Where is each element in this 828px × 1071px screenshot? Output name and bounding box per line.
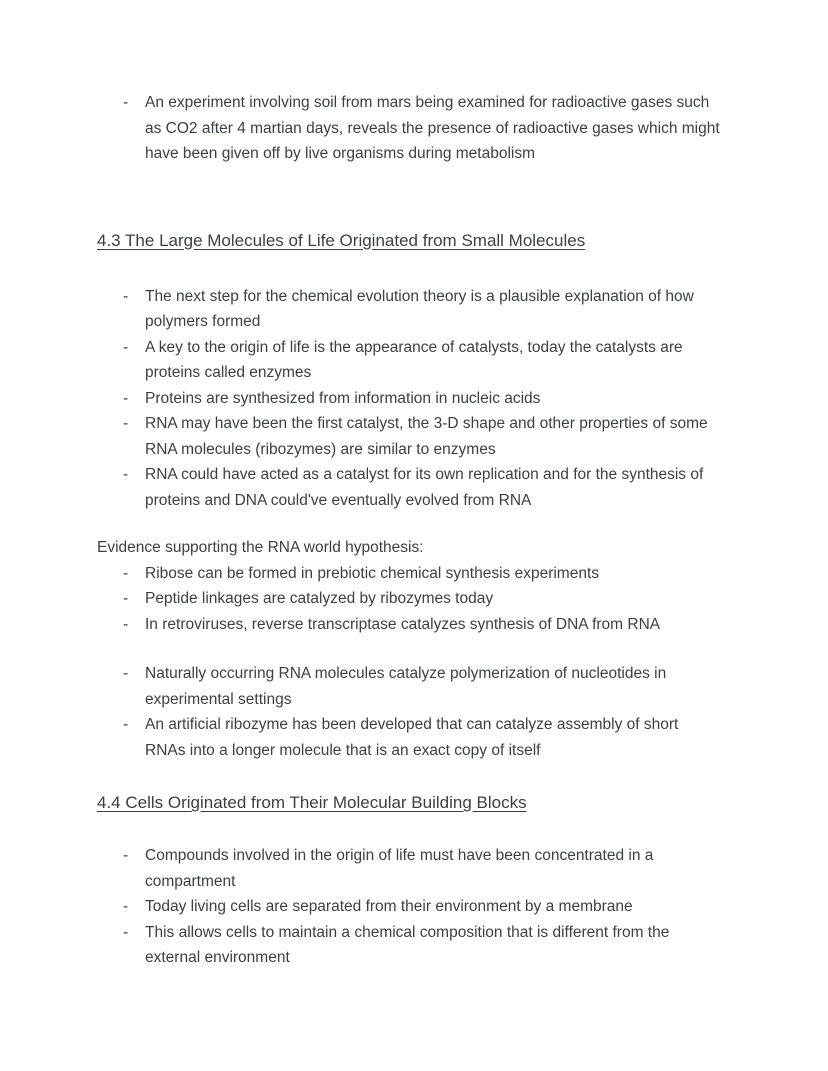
list-item [97,462,745,513]
list-item-text: Compounds involved in the origin of life must have been concentrated in a compartment [145,847,654,890]
list-item [97,712,745,763]
bullet-dash: - [123,287,129,305]
bullet-dash: - [123,590,129,607]
list-item [97,411,745,462]
list-item-text: An artificial ribozyme has been developed that can catalyze assembly of short RNAs into a longer molecule that is an exact copy of itself [145,716,679,759]
list-item-text: Today living cells are separated from their environment by a membrane [145,898,633,915]
list-item-text: A key to the origin of life is the appearance of catalysts, today the catalysts are proteins called enzymes [145,338,683,381]
list-item [97,920,745,971]
bullet-list-mars-experiment [97,90,745,167]
list-item-text: RNA may have been the first catalyst, the 3-D shape and other properties of some RNA molecules (ribozymes) are similar to enzymes [145,415,708,458]
bullet-list-large-molecules [97,284,745,514]
list-item-text: Proteins are synthesized from information in nucleic acids [145,389,541,407]
bullet-dash: - [123,466,129,483]
bullet-dash: - [123,389,129,407]
list-item [97,386,745,412]
bullet-dash: - [123,665,129,682]
bullet-list-rna-evidence-1 [97,561,745,638]
bullet-list-cells [97,843,745,971]
list-item-text: Naturally occurring RNA molecules catalyze polymerization of nucleotides in experimental settings [145,665,667,708]
bullet-dash: - [123,847,129,864]
bullet-dash: - [123,898,129,915]
list-item-text: Ribose can be formed in prebiotic chemical synthesis experiments [145,564,600,582]
section-heading-4-4: 4.4 Cells Originated from Their Molecular Building Blocks [97,793,527,812]
list-item-text: RNA could have acted as a catalyst for its own replication and for the synthesis of proteins and DNA could've eventually evolved from RNA [145,466,704,509]
list-item [97,612,745,638]
list-item-text: This allows cells to maintain a chemical composition that is different from the external environment [145,923,670,966]
list-item [97,661,745,712]
list-item-text: In retroviruses, reverse transcriptase catalyzes synthesis of DNA from RNA [145,615,661,633]
list-item [97,335,745,386]
list-item-text: An experiment involving soil from mars being examined for radioactive gases such as CO2 after 4 martian days, reveals the presence of radioactive gases which might have been given off by live organisms during metabolism [145,94,720,162]
bullet-list-rna-evidence-2 [97,661,745,763]
list-item [97,843,745,894]
bullet-dash: - [123,338,129,356]
list-item [97,90,745,167]
list-item-text: Peptide linkages are catalyzed by ribozymes today [145,590,494,607]
list-item [97,284,745,335]
paragraph-rna-world-evidence: Evidence supporting the RNA world hypothesis: [97,539,424,556]
document-content [97,90,745,971]
bullet-dash: - [123,615,129,633]
bullet-dash: - [123,564,129,582]
list-item [97,561,745,587]
list-item [97,894,745,920]
list-item-text: The next step for the chemical evolution theory is a plausible explanation of how polymers formed [145,287,694,330]
bullet-dash: - [123,923,129,941]
bullet-dash: - [123,716,129,733]
bullet-dash: - [123,94,129,111]
list-item [97,586,745,612]
section-heading-4-3: 4.3 The Large Molecules of Life Originated from Small Molecules [97,230,586,250]
bullet-dash: - [123,415,129,432]
